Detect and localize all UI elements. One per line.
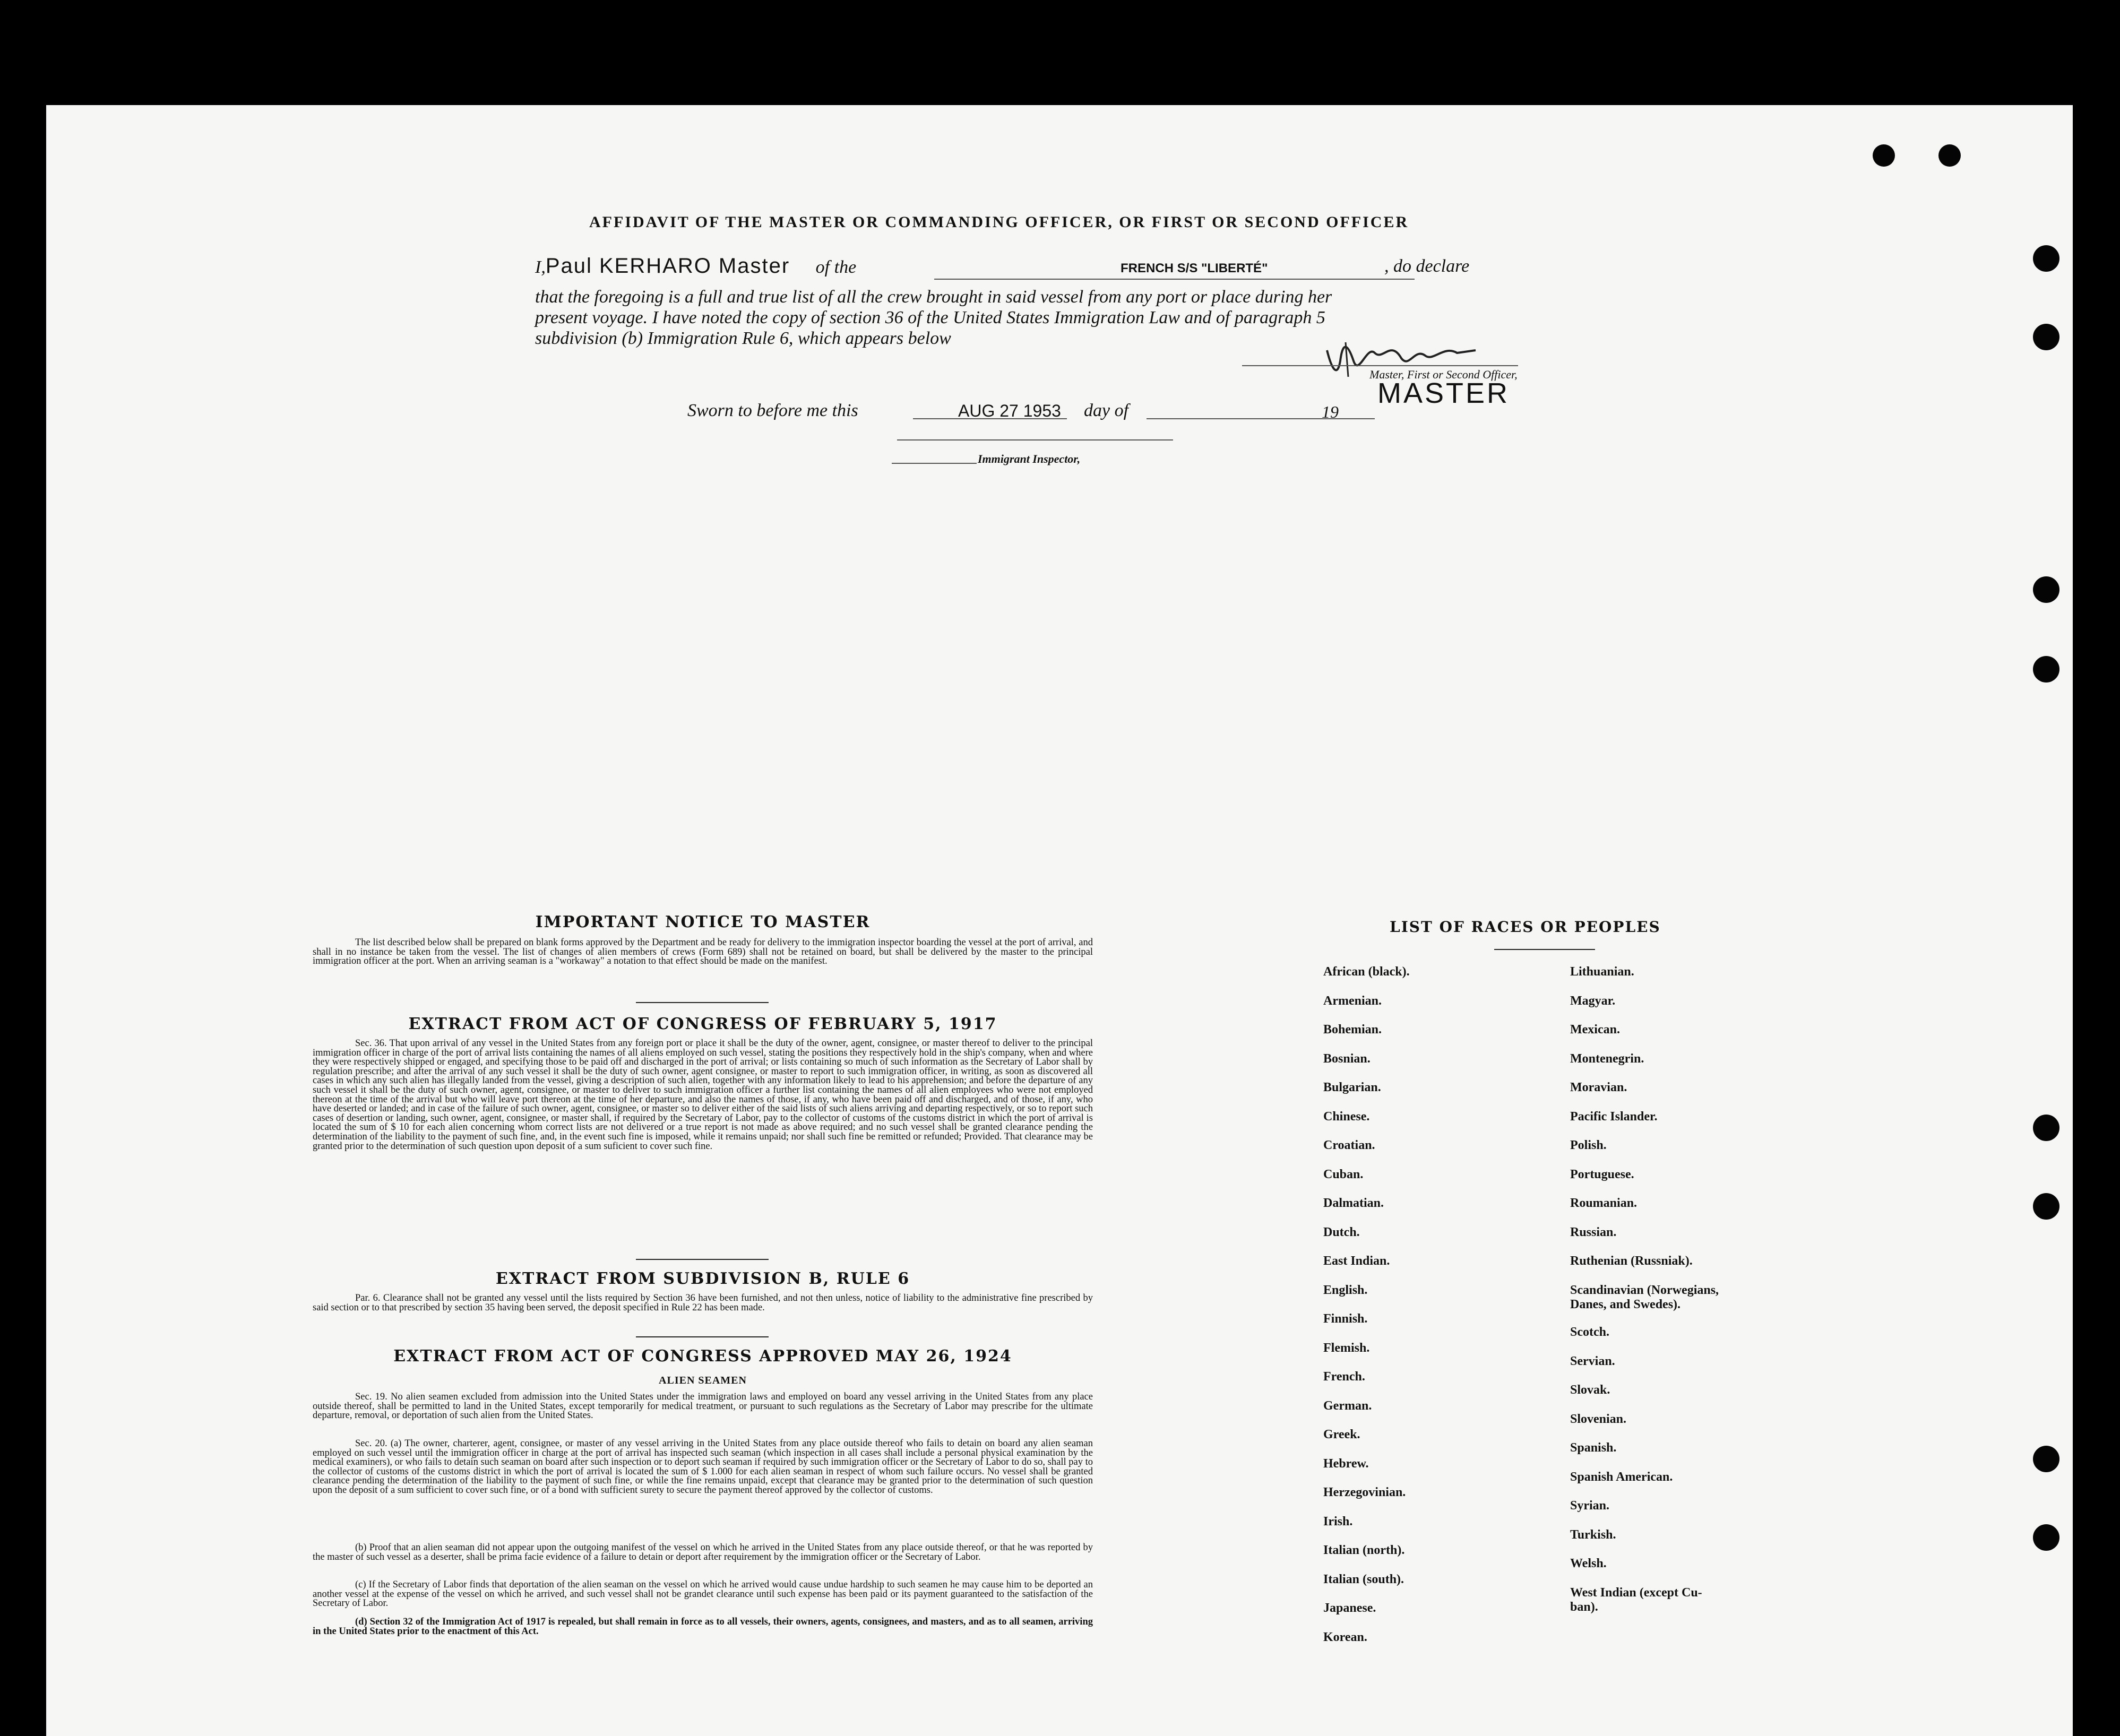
race-item: Slovak. [1570,1383,1610,1397]
race-item: Korean. [1323,1630,1367,1644]
section-divider [636,1259,769,1260]
race-item: Portuguese. [1570,1167,1634,1181]
binder-hole [1938,144,1961,167]
race-item: Polish. [1570,1138,1607,1152]
sec19-text: Sec. 19. No alien seamen excluded from admission into the United States under the immigration laws and employed on board any vessel arriving in the United States from any place outside thereof, shall be permitted to land in the United States, except temporarily for medical treatment, or pursuant to such regulations as the Secretary of Labor may prescribe for the ultimate departure, removal, or deportation of such alien from the United States. [313,1392,1093,1421]
sworn-date: AUG 27 1953 [958,401,1061,420]
race-item: Italian (north). [1323,1543,1405,1557]
race-item: African (black). [1323,965,1410,979]
inspector-signature-line [897,439,1173,441]
binder-hole [2033,324,2059,350]
race-item: Spanish. [1570,1441,1617,1455]
race-item: Bulgarian. [1323,1081,1381,1094]
alien-seamen-subheading: ALIEN SEAMEN [659,1375,747,1386]
race-item: Chinese. [1323,1109,1370,1124]
sec20a-text: Sec. 20. (a) The owner, charterer, agent, consignee, or master of any vessel arriving in the United States from any place outside thereof who fails to detain on board any alien seaman employed on such vessel until the immigration officer in charge at the port of arrival has inspected such seaman (which inspection in all cases shall include a personal physical examination by the medical examiners), or who fails to detain such seaman on board after such inspection or to deport such seaman if required by such immigration officer or the Secretary of Labor to do so, shall pay to the collector of customs of the customs district in which the port of arrival is located the sum of $ 1.000 for each alien seaman in respect of whom such failure occurs. No vessel shall be granted clearance pending the determination of the liability to the payment of such fine, or while the fine remains unpaid, except that clearance may be granted prior to the determination of such question upon the deposit of a sum sufficient to cover such fine, or of a bond with sufficient surety to secure the payment thereof approved by the collector of customs. [313,1438,1093,1496]
race-item: German. [1323,1398,1372,1413]
section-divider [636,1336,769,1337]
race-item: Irish. [1323,1514,1353,1528]
binder-hole [1873,144,1895,167]
race-item: Japanese. [1323,1601,1376,1615]
race-item: Servian. [1570,1354,1615,1368]
extract-1917-heading: EXTRACT FROM ACT OF CONGRESS OF FEBRUARY 5, 1917 [408,1015,997,1033]
race-item: Bohemian. [1323,1023,1382,1037]
notice-text: The list described below shall be prepared on blank forms approved by the Department and be ready for delivery to the immigration inspector boarding the vessel at the port of arrival, and shall in no instance be taken from the vessel. The list of changes of alien members of crews (Form 689) shall not be retained on board, but shall be delivered by the master to the principal immigration officer at the port. When an arriving seaman is a "workaway" a notation to that effect should be made on the manifest. [313,937,1093,967]
race-item: Dalmatian. [1323,1196,1384,1210]
race-item: Spanish American. [1570,1470,1673,1484]
vessel-fill-line [934,279,1415,280]
affidavit-line-4: subdivision (b) Immigration Rule 6, which appears below [535,329,951,348]
section-divider [636,1002,769,1003]
race-item: Scandinavian (Norwegians, Danes, and Swedes). [1570,1283,1719,1311]
binder-hole [2033,576,2059,603]
affidavit-line-2: that the foregoing is a full and true list of all the crew brought in said vessel from any port or place during her [535,287,1332,307]
race-item: Pacific Islander. [1570,1109,1658,1124]
affidavit-line-3: present voyage. I have noted the copy of section 36 of the United States Immigration Law and of paragraph 5 [535,308,1325,327]
year-line [1342,418,1373,419]
race-item: Magyar. [1570,994,1616,1008]
rule6-heading: EXTRACT FROM SUBDIVISION B, RULE 6 [495,1269,910,1288]
race-item: Dutch. [1323,1225,1360,1239]
sec20d-text: (d) Section 32 of the Immigration Act of 1917 is repealed, but shall remain in force as to all vessels, their owners, agents, consignees, and masters, and as to all seamen, arriving in the United States prior to the enactment of this Act. [313,1617,1093,1637]
race-item: Cuban. [1323,1167,1364,1181]
race-item: French. [1323,1370,1365,1384]
race-item: Turkish. [1570,1527,1616,1542]
races-divider [1494,949,1595,950]
notice-heading: IMPORTANT NOTICE TO MASTER [535,913,871,931]
race-item: Bosnian. [1323,1051,1371,1066]
race-item: East Indian. [1323,1254,1390,1268]
extract-1917-text: Sec. 36. That upon arrival of any vessel in the United States from any foreign port or place it shall be the duty of the owner, agent, consignee, or master thereof to deliver to the principal immigration officer in charge of the port of arrival lists containing the names of all aliens employed on such vessel, stating the positions they respectively hold in the ship's company, when and where they were respectively shipped or engaged, and specifying those to be paid off and discharged in the port of arrival; or lists containing so much of such information as the Secretary of Labor shall by regulation prescribe; and after the arrival of any such vessel it shall be the duty of such owner, agent consignee, or master to report to such immigration officer, in writing, as soon as discovered all cases in which any such alien has illegally landed from the vessel, giving a description of such alien, together with any information likely to lead to his apprehension; and before the departure of any such vessel it shall be the duty of such owner, agent, consignee, or master to deliver to such immigration officer a further list containing the names of all alien employees who were not employed thereon at the time of the arrival but who will leave port thereon at the time of her departure, and also the names of those, if any, who have been paid off and discharged, and of those, if any, who have deserted or landed; and in case of the failure of such owner, agent, consignee, or master so to deliver either of the said lists of such aliens arriving and departing respectively, or so to report such cases of desertion or landing, such owner, agent, consignee, or master shall, if required by the Secretary of Labor, pay to the collector of customs of the customs district in which the port of arrival is located the sum of $ 10 for each alien concerning whom correct lists are not delivered or a true report is not made as above required; and no such vessel shall be granted clearance pending the determination of the liability to the payment of such fine, and, in the event such fine is imposed, while it remains unpaid; nor shall such fine be remitted or refunded; Provided. That clearance may be granted prior to the determination of such question upon deposit of a sum suficient to cover such fine. [313,1038,1093,1152]
race-item: Finnish. [1323,1312,1368,1326]
race-item: West Indian (except Cu- ban). [1570,1585,1702,1614]
sec20b-text: (b) Proof that an alien seaman did not appear upon the outgoing manifest of the vessel on which he arrived in the United States from any place outside thereof, or that he was reported by the master of such vessel as a deserter, shall be prima facie evidence of a failure to detain or deport after requirement by the immigration officer or the Secretary of Labor. [313,1542,1093,1562]
binder-hole [2033,1446,2059,1472]
race-item: Armenian. [1323,994,1382,1008]
race-item: Herzegovinian. [1323,1485,1406,1499]
race-item: Croatian. [1323,1138,1375,1152]
race-item: Lithuanian. [1570,965,1634,979]
races-heading: LIST OF RACES OR PEOPLES [1390,918,1661,936]
race-item: Welsh. [1570,1557,1607,1570]
prefix-i: I, [535,257,546,277]
signature-caption: Master, First or Second Officer, [1369,368,1518,381]
race-item: Roumanian. [1570,1196,1638,1210]
binder-hole [2033,1524,2059,1551]
race-item: Russian. [1570,1225,1617,1239]
signature-title: MASTER [1377,377,1510,409]
signature-line [1242,365,1518,366]
rule6-text: Par. 6. Clearance shall not be granted any vessel until the lists required by Section 36 have been furnished, and not then unless, notice of liability to the administrative fine prescribed by said section or to that prescribed by section 35 having been served, the deposit specified in Rule 22 has been made. [313,1293,1093,1313]
race-item: Hebrew. [1323,1456,1369,1471]
race-item: Greek. [1323,1428,1360,1441]
inspector-caption: Immigrant Inspector, [978,452,1081,465]
race-item: Montenegrin. [1570,1051,1644,1066]
affidavit-line-1 [535,256,1533,278]
extract-1924-heading: EXTRACT FROM ACT OF CONGRESS APPROVED MAY 26, 1924 [393,1347,1012,1366]
affidavit-title: AFFIDAVIT OF THE MASTER OR COMMANDING OFFICER, OR FIRST OR SECOND OFFICER [589,213,1409,231]
race-item: Flemish. [1323,1341,1370,1355]
race-item: English. [1323,1283,1368,1297]
binder-hole [2033,656,2059,683]
inspector-line-short [892,463,977,464]
race-item: Mexican. [1570,1023,1620,1037]
race-item: Slovenian. [1570,1412,1627,1426]
race-item: Scotch. [1570,1325,1609,1339]
race-item: Ruthenian (Russniak). [1570,1254,1693,1268]
race-item: Italian (south). [1323,1572,1404,1586]
of-the-label: of the [815,257,857,277]
sec20c-text: (c) If the Secretary of Labor finds that deportation of the alien seaman on the vessel on which he arrived would cause undue hardship to such seamen he may cause him to be deported an another vessel at the expense of the vessel on which he arrived, and such vessel shall not be grandet clearance until such expense has been paid or its payment guaranteed to the satisfaction of the Secretary of Labor. [313,1579,1093,1609]
binder-hole [2033,245,2059,272]
month-line [1147,418,1375,419]
vessel-name: FRENCH S/S "LIBERTÉ" [1121,261,1268,275]
year-prefix: 19 [1322,402,1339,421]
master-name: Paul KERHARO Master [545,254,790,278]
do-declare-label: , do declare [1384,256,1470,276]
day-of-label: day of [1084,401,1129,420]
race-item: Syrian. [1570,1499,1610,1513]
binder-hole [2033,1193,2059,1220]
sworn-text: Sworn to before me this [687,401,858,420]
binder-hole [2033,1115,2059,1141]
race-item: Moravian. [1570,1081,1627,1094]
